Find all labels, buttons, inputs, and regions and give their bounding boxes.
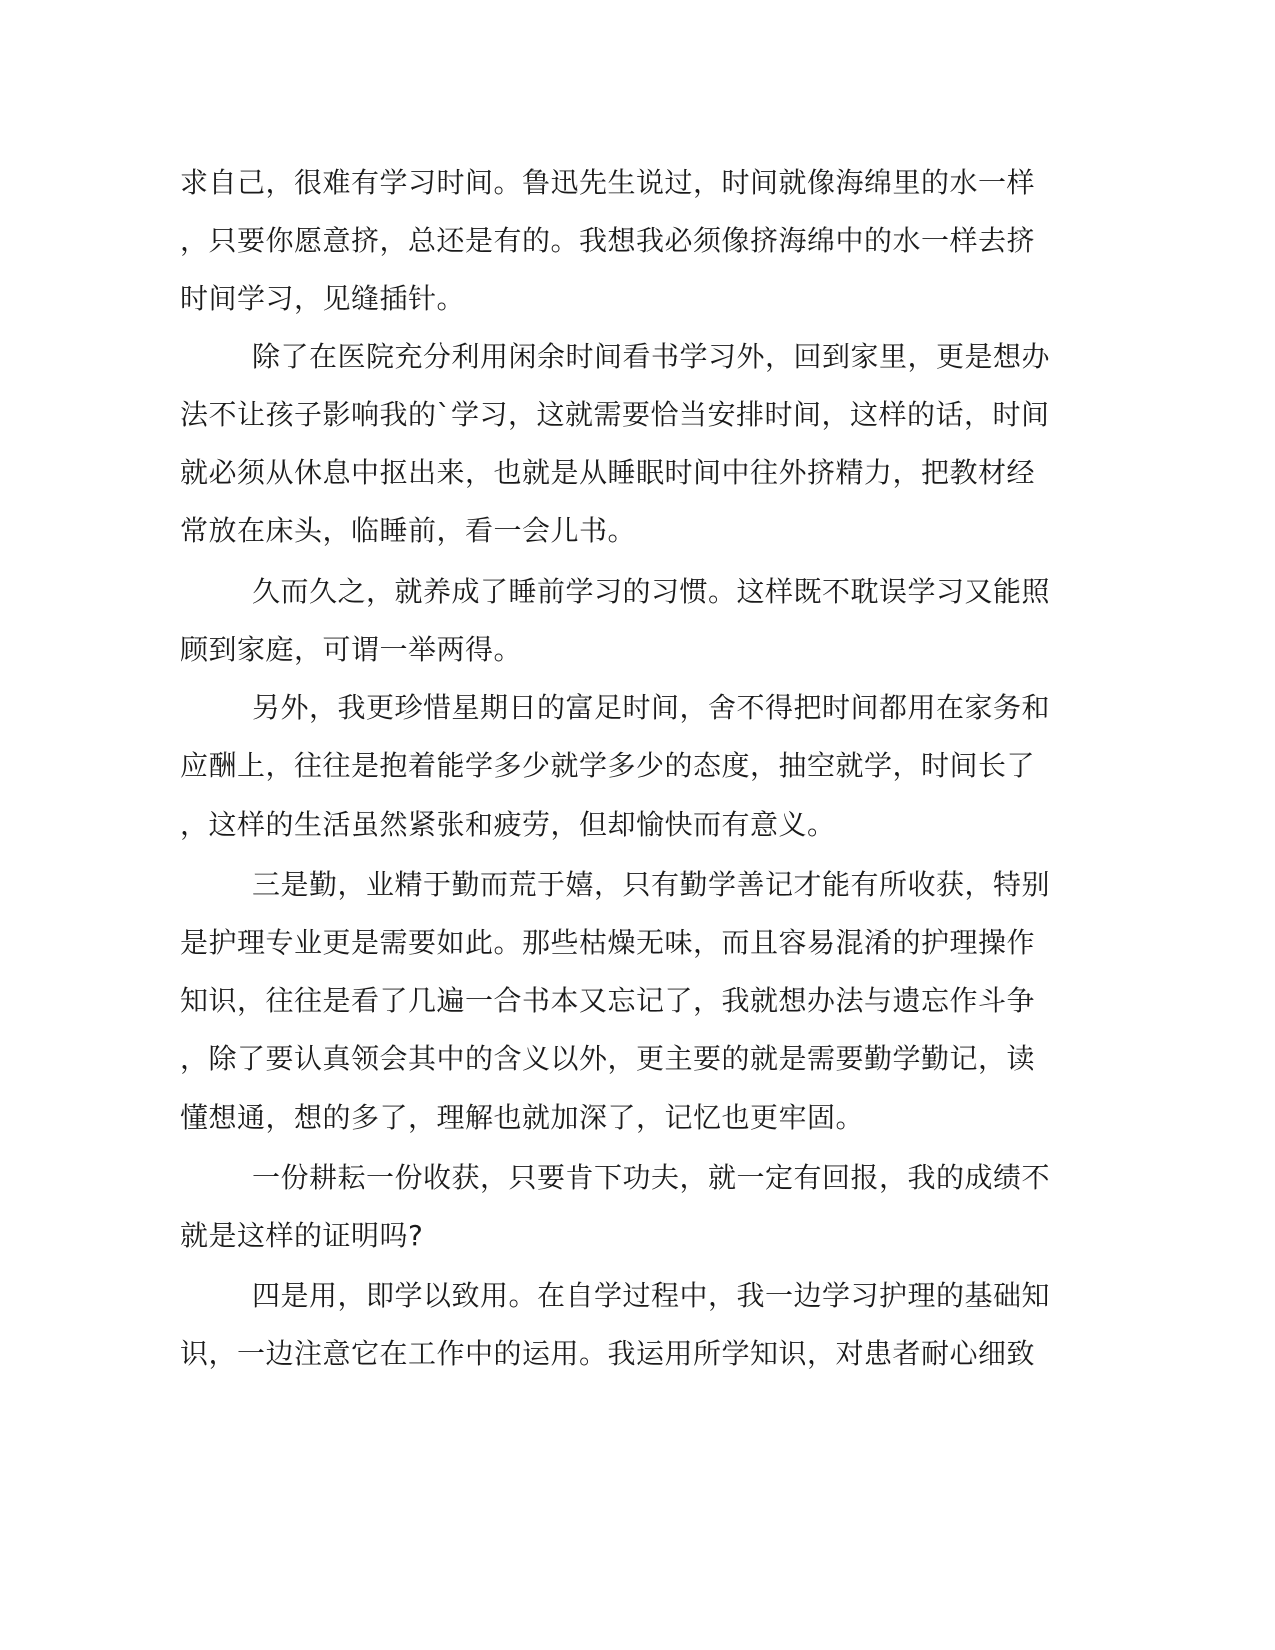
text-line: 三是勤，业精于勤而荒于嬉，只有勤学善记才能有所收获，特别 (252, 868, 1051, 901)
text-line: 就是这样的证明吗? (180, 1219, 424, 1252)
text-line: 常放在床头，临睡前，看一会儿书。 (180, 514, 637, 547)
text-line: ，这样的生活虽然紧张和疲劳，但却愉快而有意义。 (180, 808, 836, 841)
text-line: 法不让孩子影响我的`学习，这就需要恰当安排时间，这样的话，时间 (180, 398, 1050, 431)
text-line: 一份耕耘一份收获，只要肯下功夫，就一定有回报，我的成绩不 (252, 1161, 1051, 1194)
text-line: 懂想通，想的多了，理解也就加深了，记忆也更牢固。 (180, 1101, 865, 1134)
text-line: 应酬上，往往是抱着能学多少就学多少的态度，抽空就学，时间长了 (180, 749, 1036, 782)
text-line: 求自己，很难有学习时间。鲁迅先生说过，时间就像海绵里的水一样 (180, 166, 1036, 199)
text-line: 识，一边注意它在工作中的运用。我运用所学知识，对患者耐心细致 (180, 1337, 1036, 1370)
text-line: ，只要你愿意挤，总还是有的。我想我必须像挤海绵中的水一样去挤 (180, 224, 1036, 257)
text-line: 四是用，即学以致用。在自学过程中，我一边学习护理的基础知 (252, 1279, 1051, 1312)
text-line: 就必须从休息中抠出来，也就是从睡眠时间中往外挤精力，把教材经 (180, 456, 1036, 489)
text-line: 知识，往往是看了几遍一合书本又忘记了，我就想办法与遗忘作斗争 (180, 984, 1036, 1017)
text-line: 久而久之，就养成了睡前学习的习惯。这样既不耽误学习又能照 (252, 575, 1051, 608)
text-line: ，除了要认真领会其中的含义以外，更主要的就是需要勤学勤记，读 (180, 1042, 1036, 1075)
text-line: 另外，我更珍惜星期日的富足时间，舍不得把时间都用在家务和 (252, 691, 1051, 724)
text-line: 除了在医院充分利用闲余时间看书学习外，回到家里，更是想办 (252, 340, 1051, 373)
text-line: 是护理专业更是需要如此。那些枯燥无味，而且容易混淆的护理操作 (180, 926, 1036, 959)
text-line: 顾到家庭，可谓一举两得。 (180, 633, 523, 666)
text-line: 时间学习，见缝插针。 (180, 282, 466, 315)
